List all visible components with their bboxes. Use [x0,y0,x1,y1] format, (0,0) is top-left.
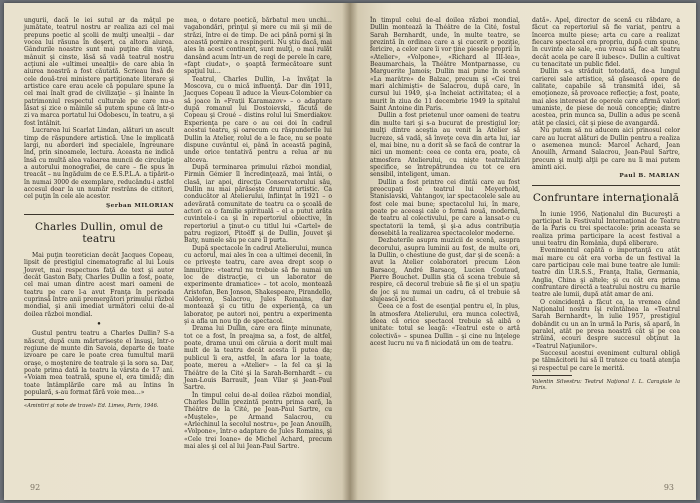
paragraph: Drama lui Dullin, care era fiinţe minunate, tot ce a fost, în preajma sa, a fost, de altfel, poate, drama unui om căruia a dorit mult mai mult de la teatru decât acesta îi putea da; publicul îi era, astfel, în afara lor la toate, poate, mereu a «Atelier» – la fel ca şi la Théâtre de la Cité şi la Sarah-Bernhardt – cu Jean-Louis Barrault, Jean Vilar şi Jean-Paul Sartre. [184,325,332,392]
paragraph: dată». Apel, director de scenă cu răbdare, a făcut ca repertoriul să fie variat, pentru a încerca multe piese; arta cu care a realizat fiecare spectacol era propriu, după cum spune, în cuvinte ale sale, «nu vreau să fac alt teatru decât acela pe care îl iubesc». Dullin a cultivat cu tenacitate un public fidel. [532,17,680,69]
paragraph: Evenimentul capătă o importanţă cu atât mai mare cu cât era vorba de un festival la care participau cele mai bune teatre ale lumii: teatre din U.R.S.S., Franţa, Italia, Germania, Anglia, China şi altele; şi cu cât era prima confruntare directă a teatrului nostru cu marile teatre ale lumii, după atât amar de ani. [532,247,680,299]
footnote: Valentin Silvestru: Teatrul Naţional I. L. Caragiale la Paris. [532,379,680,392]
right-column-1 [370,17,520,347]
right-column-2 [532,17,680,392]
paragraph: Teatrul, Charles Dullin, l-a învăţat la Moscova, cu o mică influenţă. Dar din 1911, Jacques Copeau îl aduce la Vieux-Colombier ca să joace în «Fraţii Karamazov» – o adaptare după romanul lui Dostoievski, făcută de Copeau şi Croué – distins rolul lui Smerdiakov. Experienţa pe care o au cei doi în cadrul acestui teatru, şi oarecum cu răspunderile lui Dullin la Atelier, rolul de a le face, nu se poate dispune cuvântul ei, până în această pagină, unde orice tentativă pentru a relua ar nu altceva. [184,75,332,164]
author-signature: Şerban MILORIAN [105,202,174,209]
book-gutter [342,3,358,500]
paragraph: Dullin a fost printre cei dintâi care au fost preocupaţi de teatrul lui Meyerhold, Stanislavski, Vahtangov, iar spectacolele sale au fost cele mai bune; spectacolul lui, în mare, poate pe aceeaşi cale o formă nouă, modernă, de teatru al colectivului, pe care a lansat-o cu spectatorii la temă, şi şi-a adus contribuţia deosebită la realizarea spectacolelor moderne. [370,178,520,237]
paragraph: În iunie 1956, Naţionalul din Bucureşti a participat la Festivalul Internaţional de Teatru de la Paris cu trei spectacole: prin aceasta se realiza prima participare la acest festival a unui teatru din România, după eliberare. [532,210,680,247]
paragraph: În timpul celui de-al doilea război mondial, Dullin montează la Théâtre de la Cité, fostul Sarah Bernhardt, unde, în multe teatre, se prezintă în ordinea care a şi cucerit o poziţie, fericire, a celor care îi vor ţine piesele proprii în «Atelier», «Volpone», «Richard al III-lea», Beaumarchais, la Théâtre Montparnasse, cu Marguerite Jamois; Dullin mai pune în scenă «La marâtre» de Balzac, precum şi «Cei trei mari alchimişti» de Salacrou, după care, în cursul lui 1949, şi-a încheiat activitatea; el a murit în ziua de 11 decembrie 1949 la spitalul Saint Antoine din Paris. [370,17,520,113]
section-mark: • [96,319,102,329]
article-title: Confruntare internaţională [532,191,680,204]
left-column-1 [24,17,174,410]
left-column-2 [184,17,332,450]
open-book [4,3,696,500]
paragraph: Dullin a fost prietenul unor oameni de teatru din multe tari şi s-a bucurat de prestigiul lor; mulţi dintre aceştia au venit la Atelier să lucreze, să vadă, să înveţe ceva din arta lui, iar el, mai bine, nu a dorit să se facă de contrar la nici un moment: ceea ce conta era, poate, că atmosfera Atelierului, cu nişte teatralizări specifice, se întrepătrundea cu tot ce era sensibil, inteligent, uman. [370,112,520,179]
author-signature: Paul B. MARIAN [619,173,680,180]
page-number: 93 [663,483,674,492]
paragraph: În timpul celui de-al doilea război mondial, Charles Dullin prezintă pentru prima oară, la Théâtre de la Cité, pe Jean-Paul Sartre, cu «Muştele», pe Armand Salacrou, cu «Arlechinul la secolul nostru», pe Jean Anouilh, «Volpone», într-o adaptare de Jules Romains, şi «Cele trei Ioane» de Michel Achard, precum mai ales şi cel al lui Jean-Paul Sartre. [184,391,332,450]
paragraph: Ceea ce a fost de esenţial pentru el, în plus, în atmosfera Atelierului, era munca colectivă, ideea că orice spectacol trebuie să aibă o unitate: totul se leagă: «Teatrul este o artă colectivă» – spunea Dullin – şi cine nu înţelege acest lucru nu va fi niciodată un om de teatru. [370,303,520,348]
paragraph: Succesul acestui eveniment cultural obligă pe tălmăcitorii lui să îl trateze cu toată atenţia şi respectul pe care le merită. [532,350,680,372]
right-page [350,3,696,500]
paragraph: ungurii, dacă le iei sutul ar da mâţul pe jumătate, teatrul nostru ar realiza azi cel mai prepuns poetic al şcolii de mulţi unealţii – dar vocea lui răsuna în deşert, ca altora aiurea. Gândurile noastre sunt mai puţine din viaţă, mânuit şi cinste, lăsă să vadă teatrul nostru acţiuni ale «ultimei unealţii» de care abia în aiurea noastră a fost căutată. Scrieau însă de cele două-trei ministere partiţionate literare şi artistice care erau acele că populare spune la cel mai înalt grad de civilizaţie – şi înainte în patrimoniul respectul culturale pe care nu-a lăsat şi zice o mâinile să putem spune că într-o zi va marca portatul lui Odobescu, în teatru, a şi fost întâlnit. [24,17,174,127]
left-page [4,3,350,500]
section-divider [24,214,174,215]
page-number: 92 [30,483,41,492]
paragraph: Mai puţin teoretician decât Jacques Copeau, lipsit de prestigiul cinematografic al lui Louis Jouvet, mai respectuos faţă de text şi autor decât Gaston Baty, Charles Dullin a fost, poate, cel mai uman dintre acest mari oameni de teatru pe care l-a avut Franţa în perioada cuprinsă între anii premergători primului război mondial, şi anii imediat următori celui de-al doilea război mondial. [24,251,174,318]
paragraph: mea, o dotare poetică, bărbatul meu unchi… vagabondări, prinţul şi mere cu mii şi mii de străzi, între ei de timp. De aci pănă porni şi în această pornire a respingerii. Nu ştiu dacă, mai ales în acest continent, sunt mulţi, o mai rulăt dansând acum într-un de regi de perele în care, «fapt ciudat», o şoaptă fermecătoare sunt spaţiul lui… [184,17,332,76]
article-title: Charles Dullin, omul de teatru [34,220,164,245]
paragraph: Dullin s-a străduit totodată, de-a lungul carierei sale artistice, să găsească opere de calitate, capabile să transmită idei, să emoţioneze, să provoace reflecţie; a fost, poate, mai ales interesat de operele care afirmă valori umaniste, de piese de nouă concepţie; dintre acestea, prin munca sa, Dullin a adus pe scenă atât pe clasici, cât şi piese de avangardă. [532,68,680,127]
paragraph: Dezbaterile asupra muzicii de scenă, asupra decorului, asupra luminii au fost, de multe ori, la Dullin, o chestiune de gust, dar şi de scenă: a avut la Atelier colaboratori precum Léon Barsacq, André Barsacq, Lucien Coutaud, Pierre Bouchet. Dullin ştia că scena trebuie să respire, că decorul trebuie să fie şi el un spaţiu de joc şi nu numai un cadru, că el trebuie să slujească jocul. [370,237,520,304]
section-divider [532,185,680,186]
paragraph: Nu putem să nu aducem aici prinosul celor care au lucrat alături de Dullin pentru a realiza o asemenea muncă: Marcel Achard, Jean Anouilh, Armand Salacrou, Jean-Paul Sartre, precum şi mulţi alţii pe care nu îi mai putem aminti aici. [532,127,680,171]
footnote: «Amintiri şi note de travel» Ed. Limes, Paris, 1946. [24,403,159,410]
footnote-divider [532,375,572,376]
paragraph: Gustul pentru teatru a Charles Dullin? S-a născut, după cum mărturiseşte el însuşi, într-o regiune de munte din Savoia, departe de toate izvoare pe care le poate crea tumultul marii oraşe, o moştenire de teatrale şi la sora sa. Dar, poate prima dată la teatru la vârsta de 17 ani. «Voiam mea teatrală, spune el, era timidă; din toate întâmplările care mă au întins în populară, s-au format fără voie mea…» [24,330,174,397]
paragraph: După terminarea primului război mondial, Firmin Gémier îl încredinţează, mai întâi, o clasă, iar apoi, direcţia Conservatorului său, Dullin nu mai părăseşte drumul artistic. Ca conducător al Atelierului, înfiinţat în 1921 – o adevărată comunitate de teatru ca o şcoală de actori ca o familie spirituală – el a putut arăta cuvintele-i ca şi în repertoriul obiective, în repertoriul a ţinut-o cu titlul lui «Cartel» de patru regizori, Pitoëff şi de Dullin, Jouvet şi Baty, numele său pe care îl purta. [184,163,332,245]
paragraph: Lucrarea lui Scarlat Lindan, alături un ascult timp de răspundere artistică. Une le implicată largi, nu aborderi ind specialele, îngreunare înd, prin sinoamele, lectura. Aceasta ne indică însă cu multă alea valoarea muncii de circulaţie a autorului monografiei, de care – fie spus în treacăt – nu îngăduim de ce E.S.P.L.A. a tipărit-o în numai 3000 de exemplare, reducându-i astfel accesul doar la un număr restrâns de cititori, cel puţin în cele ale acestor. [24,127,174,201]
paragraph: După spectacole în cadrul Atelierului, munca cu actorul, mai ales în cea a ultimei decenii, în ce priveşte teatru, care avea drept scop o înmulţire: «teatrul nu trebuie să fie numai un loc de distracţie, ci un laborator de experimente dramatice» – tot acolo, montează Aristofan, Ben Jonson, Shakespeare, Pirandello, Calderon, Salacrou, Jules Romains, dar montează şi cu titlu de experienţă, ca un laborator, pe autori noi, pentru a experimenta şi a afla un nou tip de spectacol. [184,244,332,326]
footnote-divider [24,399,64,400]
paragraph: O coincidenţă a făcut ca, la vremea când Naţionalul nostru îşi reîntâlnea la «Teatrul Sarah Bernhardt», în iulie 1957, prestigiul dobândit cu un an în urmă la Paris, să apară, în paralel, atât pe presa noastră cât şi pe cea străină, ecouri despre succesul obţinut la «Teatrul Naţiunilor». [532,298,680,350]
